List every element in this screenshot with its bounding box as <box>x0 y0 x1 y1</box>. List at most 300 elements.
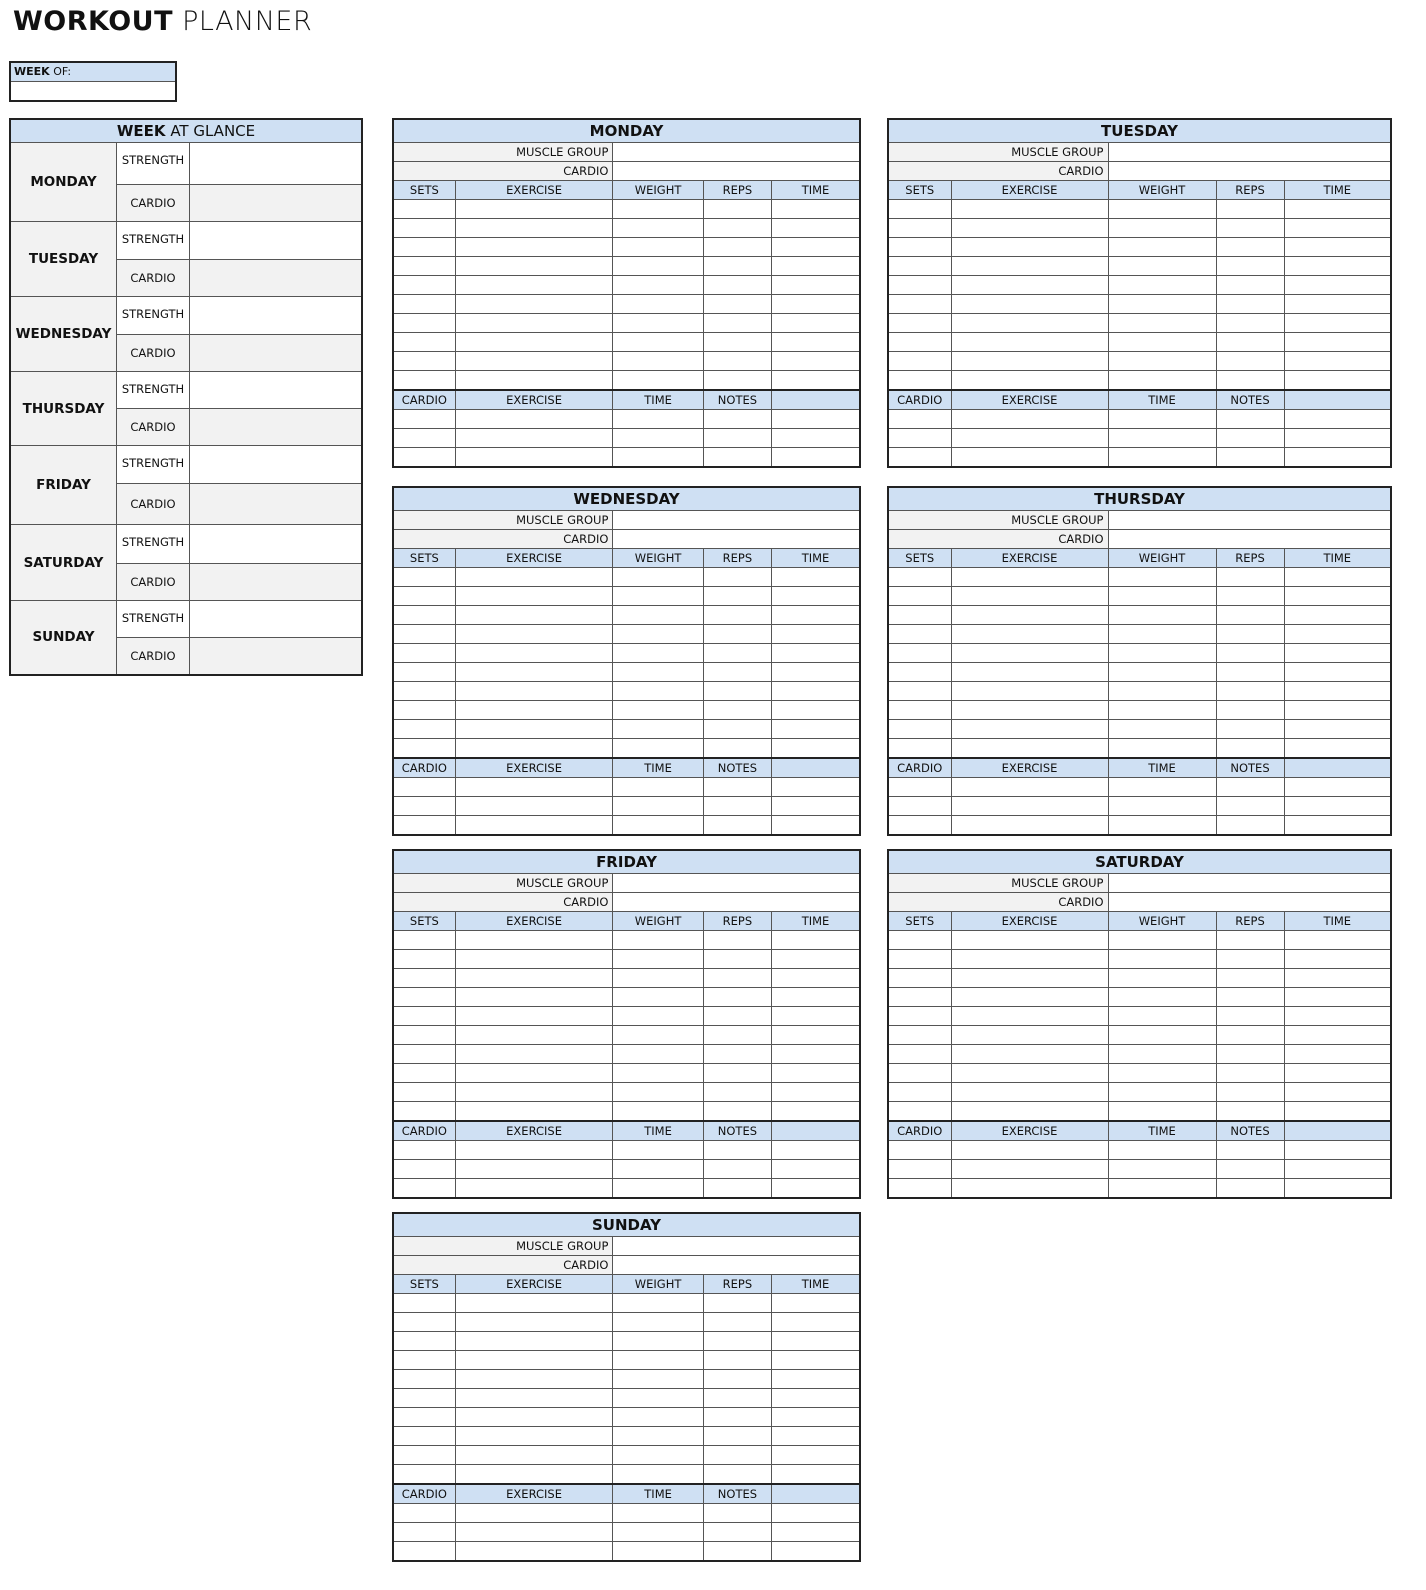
strength-cell[interactable] <box>455 950 613 969</box>
cardio-cell[interactable] <box>951 778 1108 797</box>
strength-cell[interactable] <box>951 988 1108 1007</box>
cardio-cell[interactable] <box>393 410 455 429</box>
strength-cell[interactable] <box>888 257 951 276</box>
strength-cell[interactable] <box>703 257 771 276</box>
strength-cell[interactable] <box>703 682 771 701</box>
cardio-cell[interactable] <box>1284 1160 1391 1179</box>
cardio-cell[interactable] <box>1108 816 1216 836</box>
strength-cell[interactable] <box>703 931 771 950</box>
strength-cell[interactable] <box>393 587 455 606</box>
strength-cell[interactable] <box>703 219 771 238</box>
strength-cell[interactable] <box>703 625 771 644</box>
cardio-cell[interactable] <box>613 448 703 468</box>
muscle-group-input[interactable] <box>1108 511 1391 530</box>
strength-cell[interactable] <box>1216 739 1284 759</box>
strength-cell[interactable] <box>1108 257 1216 276</box>
strength-cell[interactable] <box>455 200 613 219</box>
strength-cell[interactable] <box>393 606 455 625</box>
strength-cell[interactable] <box>951 1102 1108 1122</box>
strength-cell[interactable] <box>613 682 703 701</box>
strength-cell[interactable] <box>1284 950 1391 969</box>
strength-cell[interactable] <box>951 371 1108 391</box>
strength-cell[interactable] <box>772 1026 860 1045</box>
cardio-cell[interactable] <box>951 1160 1108 1179</box>
strength-cell[interactable] <box>393 663 455 682</box>
strength-cell[interactable] <box>703 1427 771 1446</box>
strength-cell[interactable] <box>613 739 703 759</box>
strength-cell[interactable] <box>772 352 860 371</box>
strength-cell[interactable] <box>1216 1026 1284 1045</box>
strength-cell[interactable] <box>455 1294 613 1313</box>
cardio-cell[interactable] <box>1216 778 1284 797</box>
strength-cell[interactable] <box>772 720 860 739</box>
strength-cell[interactable] <box>772 1465 860 1485</box>
strength-cell[interactable] <box>455 587 613 606</box>
cardio-cell[interactable] <box>772 410 860 429</box>
strength-cell[interactable] <box>703 1446 771 1465</box>
strength-cell[interactable] <box>888 720 951 739</box>
strength-cell[interactable] <box>455 1064 613 1083</box>
strength-cell[interactable] <box>393 200 455 219</box>
strength-cell[interactable] <box>393 257 455 276</box>
strength-cell[interactable] <box>703 701 771 720</box>
cardio-cell[interactable] <box>888 448 951 468</box>
cardio-cell[interactable] <box>888 1160 951 1179</box>
strength-cell[interactable] <box>393 1064 455 1083</box>
strength-cell[interactable] <box>1108 314 1216 333</box>
cardio-cell[interactable] <box>613 1542 703 1562</box>
strength-cell[interactable] <box>951 219 1108 238</box>
strength-cell[interactable] <box>703 1351 771 1370</box>
cardio-cell[interactable] <box>455 429 613 448</box>
strength-cell[interactable] <box>888 1064 951 1083</box>
cardio-cell[interactable] <box>1216 1141 1284 1160</box>
strength-cell[interactable] <box>1284 682 1391 701</box>
cardio-cell[interactable] <box>1284 1141 1391 1160</box>
strength-cell[interactable] <box>613 1351 703 1370</box>
glance-cardio-input[interactable] <box>190 564 363 601</box>
strength-cell[interactable] <box>613 644 703 663</box>
cardio-cell[interactable] <box>613 429 703 448</box>
strength-cell[interactable] <box>888 333 951 352</box>
week-of-input[interactable] <box>11 82 175 100</box>
strength-cell[interactable] <box>951 682 1108 701</box>
glance-cardio-input[interactable] <box>190 335 363 372</box>
strength-cell[interactable] <box>393 1427 455 1446</box>
strength-cell[interactable] <box>1108 219 1216 238</box>
strength-cell[interactable] <box>393 371 455 391</box>
strength-cell[interactable] <box>772 988 860 1007</box>
cardio-cell[interactable] <box>951 429 1108 448</box>
cardio-cell[interactable] <box>1216 1160 1284 1179</box>
strength-cell[interactable] <box>613 625 703 644</box>
cardio-cell[interactable] <box>772 816 860 836</box>
muscle-group-input[interactable] <box>1108 874 1391 893</box>
strength-cell[interactable] <box>1284 606 1391 625</box>
strength-cell[interactable] <box>613 969 703 988</box>
strength-cell[interactable] <box>613 1294 703 1313</box>
cardio-cell[interactable] <box>1216 816 1284 836</box>
strength-cell[interactable] <box>613 587 703 606</box>
strength-cell[interactable] <box>393 314 455 333</box>
strength-cell[interactable] <box>393 276 455 295</box>
strength-cell[interactable] <box>613 1332 703 1351</box>
strength-cell[interactable] <box>1108 950 1216 969</box>
cardio-cell[interactable] <box>951 410 1108 429</box>
strength-cell[interactable] <box>772 969 860 988</box>
strength-cell[interactable] <box>455 701 613 720</box>
strength-cell[interactable] <box>951 295 1108 314</box>
cardio-cell[interactable] <box>393 1504 455 1523</box>
strength-cell[interactable] <box>1108 931 1216 950</box>
strength-cell[interactable] <box>772 333 860 352</box>
cardio-cell[interactable] <box>772 797 860 816</box>
strength-cell[interactable] <box>703 644 771 663</box>
strength-cell[interactable] <box>772 606 860 625</box>
strength-cell[interactable] <box>613 238 703 257</box>
cardio-cell[interactable] <box>455 1160 613 1179</box>
strength-cell[interactable] <box>1216 238 1284 257</box>
cardio-cell[interactable] <box>703 778 771 797</box>
strength-cell[interactable] <box>613 568 703 587</box>
cardio-cell[interactable] <box>1108 410 1216 429</box>
glance-strength-input[interactable] <box>190 222 363 260</box>
strength-cell[interactable] <box>951 1083 1108 1102</box>
strength-cell[interactable] <box>455 257 613 276</box>
strength-cell[interactable] <box>393 1351 455 1370</box>
strength-cell[interactable] <box>1108 1083 1216 1102</box>
strength-cell[interactable] <box>1108 1064 1216 1083</box>
strength-cell[interactable] <box>772 739 860 759</box>
strength-cell[interactable] <box>393 1332 455 1351</box>
strength-cell[interactable] <box>613 1026 703 1045</box>
strength-cell[interactable] <box>455 1332 613 1351</box>
strength-cell[interactable] <box>888 200 951 219</box>
strength-cell[interactable] <box>703 1313 771 1332</box>
cardio-cell[interactable] <box>1284 778 1391 797</box>
strength-cell[interactable] <box>951 606 1108 625</box>
strength-cell[interactable] <box>613 1446 703 1465</box>
strength-cell[interactable] <box>1284 295 1391 314</box>
strength-cell[interactable] <box>1284 701 1391 720</box>
strength-cell[interactable] <box>772 295 860 314</box>
cardio-cell[interactable] <box>393 1523 455 1542</box>
strength-cell[interactable] <box>1284 1064 1391 1083</box>
strength-cell[interactable] <box>1108 333 1216 352</box>
cardio-cell[interactable] <box>613 1141 703 1160</box>
strength-cell[interactable] <box>888 1026 951 1045</box>
cardio-cell[interactable] <box>1284 410 1391 429</box>
cardio-cell[interactable] <box>455 1504 613 1523</box>
strength-cell[interactable] <box>1284 625 1391 644</box>
strength-cell[interactable] <box>888 950 951 969</box>
strength-cell[interactable] <box>772 1408 860 1427</box>
strength-cell[interactable] <box>951 950 1108 969</box>
strength-cell[interactable] <box>1284 314 1391 333</box>
strength-cell[interactable] <box>888 701 951 720</box>
strength-cell[interactable] <box>772 276 860 295</box>
strength-cell[interactable] <box>613 931 703 950</box>
strength-cell[interactable] <box>703 663 771 682</box>
glance-cardio-input[interactable] <box>190 409 363 446</box>
strength-cell[interactable] <box>455 295 613 314</box>
strength-cell[interactable] <box>703 950 771 969</box>
strength-cell[interactable] <box>1108 739 1216 759</box>
strength-cell[interactable] <box>613 701 703 720</box>
strength-cell[interactable] <box>1216 333 1284 352</box>
strength-cell[interactable] <box>772 1083 860 1102</box>
strength-cell[interactable] <box>772 1102 860 1122</box>
strength-cell[interactable] <box>703 1026 771 1045</box>
cardio-cell[interactable] <box>772 1523 860 1542</box>
cardio-cell[interactable] <box>888 816 951 836</box>
cardio-cell[interactable] <box>613 816 703 836</box>
strength-cell[interactable] <box>613 276 703 295</box>
cardio-cell[interactable] <box>888 429 951 448</box>
strength-cell[interactable] <box>951 238 1108 257</box>
strength-cell[interactable] <box>1108 988 1216 1007</box>
strength-cell[interactable] <box>1216 1045 1284 1064</box>
strength-cell[interactable] <box>455 988 613 1007</box>
strength-cell[interactable] <box>888 587 951 606</box>
strength-cell[interactable] <box>951 625 1108 644</box>
strength-cell[interactable] <box>613 257 703 276</box>
strength-cell[interactable] <box>1108 295 1216 314</box>
strength-cell[interactable] <box>1284 969 1391 988</box>
strength-cell[interactable] <box>613 371 703 391</box>
cardio-cell[interactable] <box>888 1179 951 1199</box>
strength-cell[interactable] <box>888 238 951 257</box>
strength-cell[interactable] <box>1284 988 1391 1007</box>
strength-cell[interactable] <box>888 352 951 371</box>
strength-cell[interactable] <box>703 333 771 352</box>
strength-cell[interactable] <box>951 720 1108 739</box>
strength-cell[interactable] <box>888 1083 951 1102</box>
strength-cell[interactable] <box>772 1045 860 1064</box>
strength-cell[interactable] <box>613 200 703 219</box>
strength-cell[interactable] <box>455 352 613 371</box>
strength-cell[interactable] <box>613 219 703 238</box>
strength-cell[interactable] <box>613 1389 703 1408</box>
strength-cell[interactable] <box>888 682 951 701</box>
strength-cell[interactable] <box>772 625 860 644</box>
strength-cell[interactable] <box>1108 568 1216 587</box>
strength-cell[interactable] <box>455 568 613 587</box>
strength-cell[interactable] <box>1284 587 1391 606</box>
strength-cell[interactable] <box>951 1007 1108 1026</box>
strength-cell[interactable] <box>455 1007 613 1026</box>
strength-cell[interactable] <box>1216 257 1284 276</box>
strength-cell[interactable] <box>703 1045 771 1064</box>
strength-cell[interactable] <box>1216 720 1284 739</box>
strength-cell[interactable] <box>1216 314 1284 333</box>
cardio-cell[interactable] <box>951 448 1108 468</box>
muscle-group-input[interactable] <box>1108 143 1391 162</box>
strength-cell[interactable] <box>888 663 951 682</box>
strength-cell[interactable] <box>455 1102 613 1122</box>
cardio-cell[interactable] <box>613 1179 703 1199</box>
strength-cell[interactable] <box>888 969 951 988</box>
glance-strength-input[interactable] <box>190 297 363 335</box>
strength-cell[interactable] <box>613 333 703 352</box>
strength-cell[interactable] <box>613 1465 703 1485</box>
strength-cell[interactable] <box>772 1370 860 1389</box>
strength-cell[interactable] <box>613 606 703 625</box>
strength-cell[interactable] <box>455 663 613 682</box>
strength-cell[interactable] <box>772 931 860 950</box>
cardio-cell[interactable] <box>1108 448 1216 468</box>
strength-cell[interactable] <box>888 739 951 759</box>
cardio-cell[interactable] <box>613 410 703 429</box>
strength-cell[interactable] <box>613 663 703 682</box>
cardio-cell[interactable] <box>888 410 951 429</box>
strength-cell[interactable] <box>951 1045 1108 1064</box>
strength-cell[interactable] <box>1284 276 1391 295</box>
cardio-cell[interactable] <box>455 410 613 429</box>
cardio-cell[interactable] <box>393 1160 455 1179</box>
strength-cell[interactable] <box>455 1389 613 1408</box>
cardio-input[interactable] <box>1108 893 1391 912</box>
strength-cell[interactable] <box>1108 625 1216 644</box>
strength-cell[interactable] <box>1216 606 1284 625</box>
strength-cell[interactable] <box>455 625 613 644</box>
strength-cell[interactable] <box>772 1446 860 1465</box>
cardio-input[interactable] <box>1108 530 1391 549</box>
strength-cell[interactable] <box>393 682 455 701</box>
strength-cell[interactable] <box>772 1064 860 1083</box>
glance-strength-input[interactable] <box>190 601 363 638</box>
cardio-cell[interactable] <box>703 429 771 448</box>
strength-cell[interactable] <box>393 1389 455 1408</box>
strength-cell[interactable] <box>772 701 860 720</box>
cardio-cell[interactable] <box>455 1523 613 1542</box>
strength-cell[interactable] <box>703 988 771 1007</box>
cardio-cell[interactable] <box>613 778 703 797</box>
muscle-group-input[interactable] <box>613 511 860 530</box>
cardio-cell[interactable] <box>393 778 455 797</box>
strength-cell[interactable] <box>951 969 1108 988</box>
cardio-cell[interactable] <box>393 1179 455 1199</box>
strength-cell[interactable] <box>703 587 771 606</box>
strength-cell[interactable] <box>703 314 771 333</box>
strength-cell[interactable] <box>1216 371 1284 391</box>
strength-cell[interactable] <box>1284 352 1391 371</box>
strength-cell[interactable] <box>1216 568 1284 587</box>
strength-cell[interactable] <box>703 1465 771 1485</box>
strength-cell[interactable] <box>1284 720 1391 739</box>
strength-cell[interactable] <box>888 371 951 391</box>
strength-cell[interactable] <box>393 950 455 969</box>
strength-cell[interactable] <box>1216 276 1284 295</box>
cardio-cell[interactable] <box>1108 1141 1216 1160</box>
cardio-cell[interactable] <box>455 797 613 816</box>
strength-cell[interactable] <box>703 1083 771 1102</box>
strength-cell[interactable] <box>772 1389 860 1408</box>
cardio-cell[interactable] <box>393 1542 455 1562</box>
strength-cell[interactable] <box>1284 1045 1391 1064</box>
cardio-cell[interactable] <box>888 778 951 797</box>
strength-cell[interactable] <box>951 701 1108 720</box>
strength-cell[interactable] <box>393 1446 455 1465</box>
strength-cell[interactable] <box>772 1313 860 1332</box>
cardio-cell[interactable] <box>1216 1179 1284 1199</box>
cardio-cell[interactable] <box>772 1179 860 1199</box>
cardio-cell[interactable] <box>1284 1179 1391 1199</box>
strength-cell[interactable] <box>455 238 613 257</box>
strength-cell[interactable] <box>1284 238 1391 257</box>
strength-cell[interactable] <box>393 1465 455 1485</box>
strength-cell[interactable] <box>888 1045 951 1064</box>
strength-cell[interactable] <box>1216 587 1284 606</box>
cardio-cell[interactable] <box>772 448 860 468</box>
strength-cell[interactable] <box>613 352 703 371</box>
cardio-cell[interactable] <box>613 1160 703 1179</box>
strength-cell[interactable] <box>393 739 455 759</box>
strength-cell[interactable] <box>703 969 771 988</box>
cardio-cell[interactable] <box>1216 410 1284 429</box>
strength-cell[interactable] <box>703 568 771 587</box>
cardio-cell[interactable] <box>455 1179 613 1199</box>
strength-cell[interactable] <box>1216 988 1284 1007</box>
strength-cell[interactable] <box>393 720 455 739</box>
strength-cell[interactable] <box>393 988 455 1007</box>
cardio-cell[interactable] <box>393 429 455 448</box>
strength-cell[interactable] <box>951 200 1108 219</box>
strength-cell[interactable] <box>1216 663 1284 682</box>
strength-cell[interactable] <box>703 1408 771 1427</box>
strength-cell[interactable] <box>1216 931 1284 950</box>
strength-cell[interactable] <box>1108 606 1216 625</box>
strength-cell[interactable] <box>703 606 771 625</box>
strength-cell[interactable] <box>455 314 613 333</box>
strength-cell[interactable] <box>1216 295 1284 314</box>
muscle-group-input[interactable] <box>613 1237 860 1256</box>
strength-cell[interactable] <box>455 1446 613 1465</box>
strength-cell[interactable] <box>951 739 1108 759</box>
strength-cell[interactable] <box>772 644 860 663</box>
strength-cell[interactable] <box>772 1351 860 1370</box>
glance-cardio-input[interactable] <box>190 185 363 222</box>
strength-cell[interactable] <box>703 371 771 391</box>
strength-cell[interactable] <box>393 969 455 988</box>
strength-cell[interactable] <box>1216 200 1284 219</box>
strength-cell[interactable] <box>613 988 703 1007</box>
strength-cell[interactable] <box>951 587 1108 606</box>
strength-cell[interactable] <box>772 238 860 257</box>
strength-cell[interactable] <box>1216 644 1284 663</box>
strength-cell[interactable] <box>772 1332 860 1351</box>
strength-cell[interactable] <box>888 295 951 314</box>
strength-cell[interactable] <box>1216 625 1284 644</box>
strength-cell[interactable] <box>1108 720 1216 739</box>
strength-cell[interactable] <box>772 219 860 238</box>
cardio-cell[interactable] <box>455 1542 613 1562</box>
strength-cell[interactable] <box>772 682 860 701</box>
strength-cell[interactable] <box>1284 568 1391 587</box>
cardio-cell[interactable] <box>951 1141 1108 1160</box>
strength-cell[interactable] <box>613 1064 703 1083</box>
strength-cell[interactable] <box>1108 701 1216 720</box>
strength-cell[interactable] <box>888 1102 951 1122</box>
strength-cell[interactable] <box>772 257 860 276</box>
strength-cell[interactable] <box>1216 682 1284 701</box>
cardio-cell[interactable] <box>1108 778 1216 797</box>
strength-cell[interactable] <box>1108 682 1216 701</box>
muscle-group-input[interactable] <box>613 874 860 893</box>
strength-cell[interactable] <box>772 200 860 219</box>
strength-cell[interactable] <box>613 1083 703 1102</box>
cardio-cell[interactable] <box>1108 1160 1216 1179</box>
